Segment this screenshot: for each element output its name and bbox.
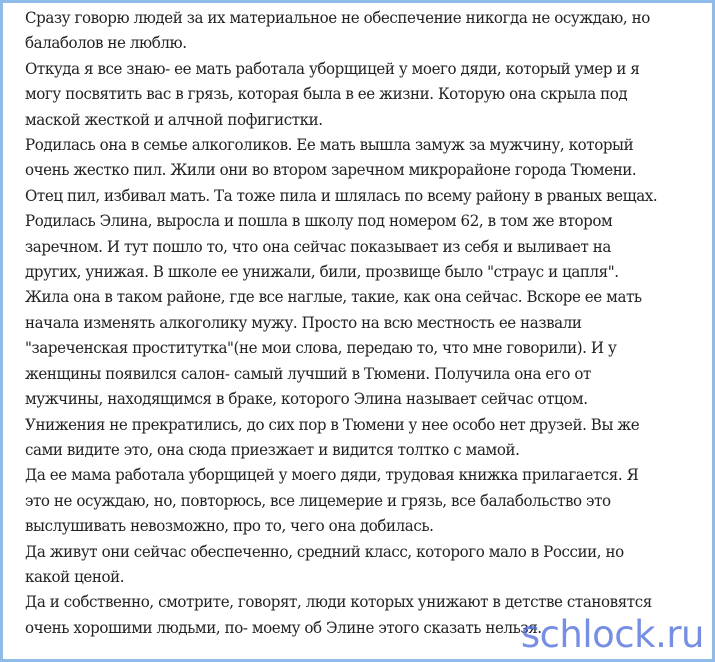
site-watermark: schlock.ru xyxy=(520,613,704,656)
paragraph: Да живут они сейчас обеспеченно, средний класс, которого мало в России, но какой ценой. xyxy=(25,541,624,586)
paragraph: Да и собственно, смотрите, говорят, люди которых унижают в детстве становятся очень хорошими людьми, по- моему об Элине этого сказать нельзя. xyxy=(25,592,652,637)
paragraph: Да ее мама работала уборщицей у моего дяди, трудовая книжка прилагается. Я это не осуждаю, но, повторюсь, все лицемерие и грязь, все балабольство это выслушивать невозможно, про то, чего она добилась. xyxy=(25,465,639,536)
paragraph: Сразу говорю людей за их материальное не обеспечение никогда не осуждаю, но балаболов не люблю. xyxy=(25,8,650,53)
paragraph: Родилась она в семье алкоголиков. Ее мать вышла замуж за мужчину, который очень жестко пил. Жили они во втором заречном микрорайоне города Тюмени. Отец пил, избивал мать. Та тоже пила и шлялась по всему району в рваных вещах. Родилась Элина, выросла и пошла в школу под номером 62, в том же втором заречном. И тут пошло то, что она сейчас показывает из себя и выливает на других, унижая. В школе ее унижали, били, прозвище было "страус и цапля". Жила она в таком районе, где все наглые, такие, как она сейчас. Вскоре ее мать начала изменять алкоголику мужу. Просто на всю местность ее назвали "зареченская проститутка"(не мои слова, передаю то, что мне говорили). И у женщины появился салон- самый лучший в Тюмени. Получила она его от мужчины, находящимся в браке, которого Элина называет сейчас отцом. Унижения не прекратились, до сих пор в Тюмени у нее особо нет друзей. Вы же сами видите это, она сюда приезжает и видится толтко с мамой. xyxy=(25,135,658,459)
comment-text xyxy=(25,5,667,640)
paragraph: Откуда я все знаю- ее мать работала уборщицей у моего дяди, который умер и я могу посвятить вас в грязь, которая была в ее жизни. Которую она скрыла под маской жесткой и алчной пофигистки. xyxy=(25,58,640,129)
